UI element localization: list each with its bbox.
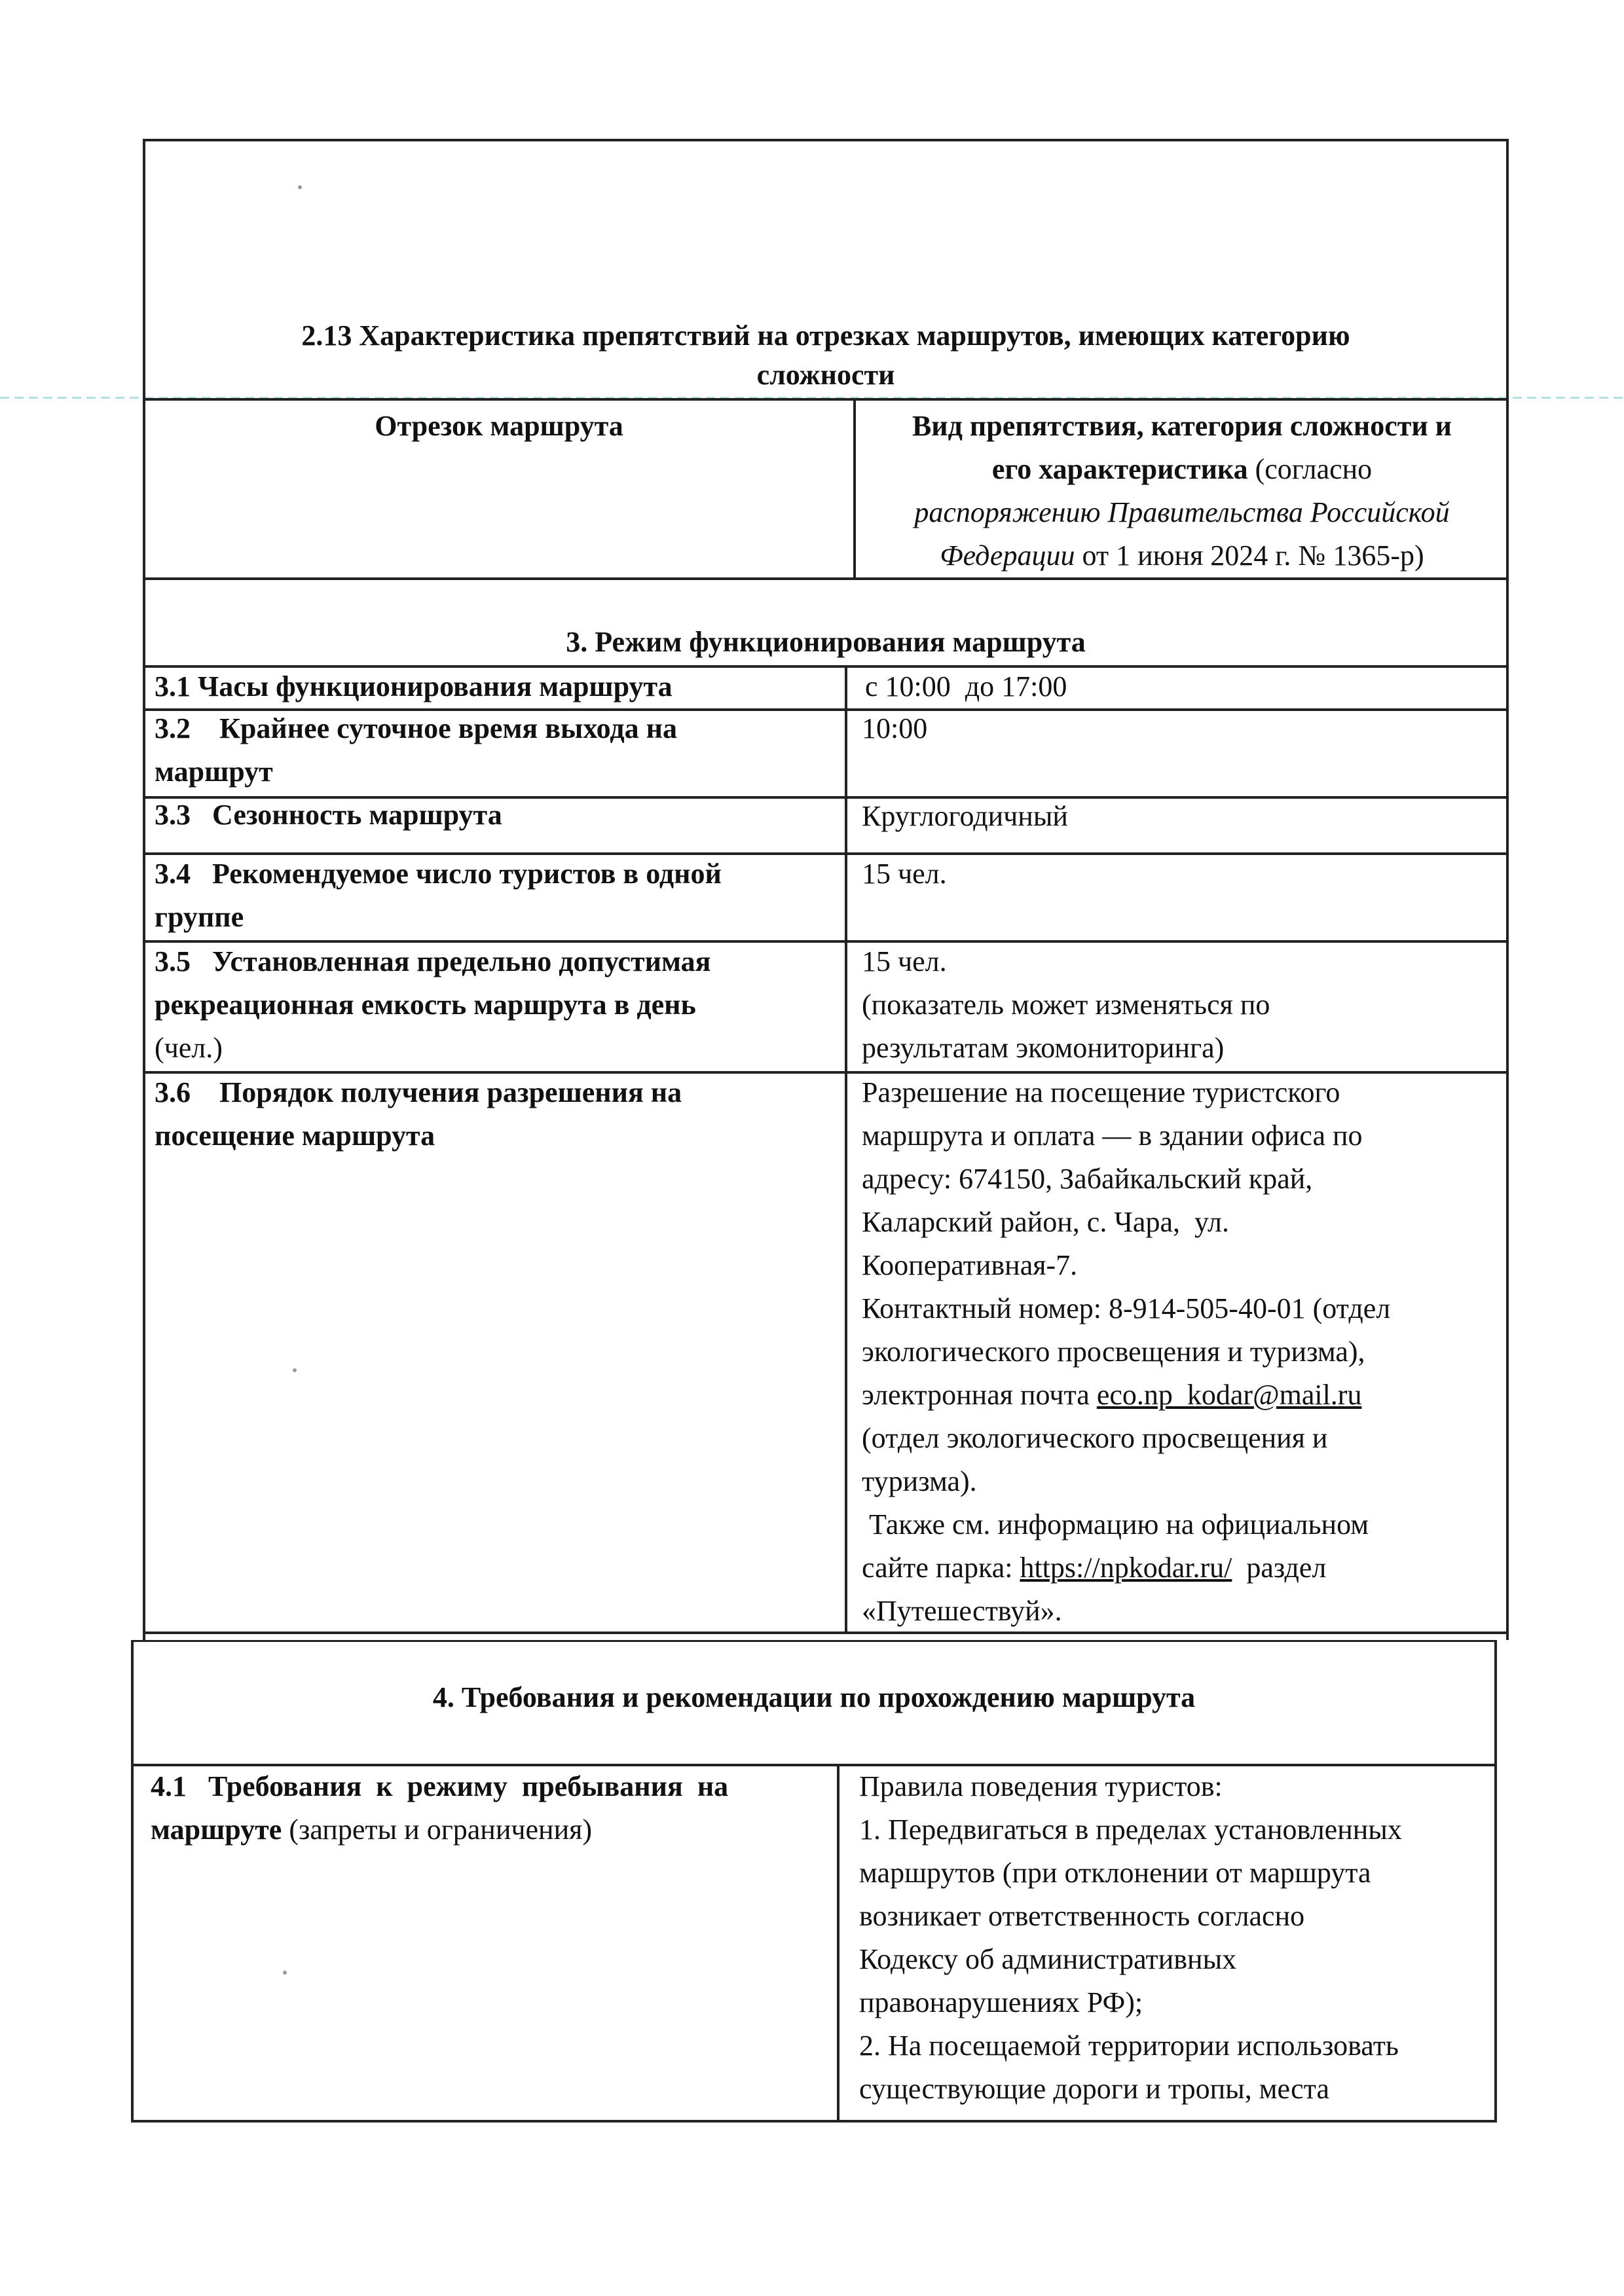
row-3-4-label	[155, 852, 836, 939]
label-line: 3.3 Сезонность маршрута	[155, 799, 502, 831]
value-line: результатам экомониторинга)	[862, 1032, 1225, 1064]
label-line: 3.2 Крайнее суточное время выхода на	[155, 712, 677, 744]
scan-speck	[298, 185, 302, 189]
table-right-border	[1506, 139, 1509, 1640]
value-line: 1. Передвигаться в пределах установленных	[859, 1813, 1402, 1846]
value-line: 10:00	[862, 712, 928, 744]
website-link[interactable]: https://npkodar.ru/	[1020, 1552, 1232, 1584]
value-line: экологического просвещения и туризма),	[862, 1336, 1365, 1368]
value-line: Разрешение на посещение туристского	[862, 1076, 1340, 1108]
value-line: «Путешествуй».	[862, 1595, 1062, 1627]
row-3-6-value	[862, 1071, 1504, 1633]
label-line: 3.6 Порядок получения разрешения на	[155, 1076, 682, 1108]
label-line: (запреты и ограничения)	[282, 1813, 593, 1846]
table-bottom-border	[131, 2120, 1497, 2123]
section-2-13-title	[145, 314, 1506, 397]
label-line: 3.5 Установленная предельно допустимая	[155, 945, 711, 977]
website-suffix: раздел	[1232, 1552, 1327, 1584]
row-divider	[143, 577, 1509, 580]
row-3-5-value	[862, 940, 1504, 1070]
row-4-1-label	[151, 1765, 825, 1851]
email-prefix: электронная почта	[862, 1379, 1097, 1411]
scan-speck	[283, 1971, 287, 1975]
column-header-line: от 1 июня 2024 г. № 1365-р)	[1075, 539, 1424, 572]
column-header-line: Вид препятствия, категория сложности и	[912, 410, 1452, 442]
section-title-line: сложности	[756, 359, 895, 391]
row-3-1-value	[858, 665, 1500, 708]
label-line: 3.1 Часы функционирования маршрута	[155, 670, 673, 702]
value-line: Каларский район, с. Чара, ул.	[862, 1206, 1229, 1238]
column-header-line: (согласно	[1247, 453, 1373, 485]
row-3-2-label	[155, 707, 836, 793]
value-line: существующие дороги и тропы, места	[859, 2073, 1330, 2105]
column-header-line: его характеристика	[991, 453, 1248, 485]
column-divider	[837, 1764, 840, 2121]
column-divider	[845, 665, 847, 1631]
column-divider	[853, 398, 856, 579]
value-line: с 10:00 до 17:00	[858, 670, 1067, 702]
row-divider	[131, 1640, 1497, 1642]
column-header-line: Федерации	[940, 539, 1075, 572]
label-line: 4.1 Требования к режиму пребывания на	[151, 1770, 729, 1802]
value-line: маршрута и оплата — в здании офиса по	[862, 1120, 1363, 1152]
section-title-line: 2.13 Характеристика препятствий на отрезках маршрутов, имеющих категорию	[301, 319, 1350, 352]
label-line: рекреационная емкость маршрута в день	[155, 989, 696, 1021]
section-3-heading	[145, 621, 1506, 664]
row-4-1-value	[859, 1765, 1493, 2111]
value-line: (показатель может изменяться по	[862, 989, 1270, 1021]
value-line: маршрутов (при отклонении от маршрута	[859, 1857, 1371, 1889]
value-line: правонарушениях РФ);	[859, 1986, 1143, 2018]
value-line: туризма).	[862, 1465, 977, 1497]
value-line: Кодексу об административных	[859, 1943, 1237, 1975]
email-line	[862, 1374, 1504, 1417]
value-line: (отдел экологического просвещения и	[862, 1422, 1328, 1454]
value-line: Также см. информацию на официальном	[862, 1508, 1369, 1540]
value-line: Круглогодичный	[862, 800, 1068, 832]
website-prefix: сайте парка:	[862, 1552, 1020, 1584]
value-line: Правила поведения туристов:	[859, 1770, 1223, 1802]
column-header-segment	[145, 405, 853, 448]
row-divider	[143, 398, 1509, 401]
value-line: адресу: 674150, Забайкальский край,	[862, 1163, 1313, 1195]
column-header-obstacle	[858, 405, 1506, 577]
row-3-5-label	[155, 940, 836, 1070]
column-header-line: распоряжению Правительства Российской	[914, 496, 1450, 528]
label-line: посещение маршрута	[155, 1120, 435, 1152]
column-header-label: Отрезок маршрута	[375, 410, 623, 442]
label-line: маршруте	[151, 1813, 282, 1846]
table-right-border	[1494, 1640, 1497, 2121]
label-line: маршрут	[155, 756, 273, 788]
value-line: Кооперативная-7.	[862, 1249, 1078, 1281]
email-link[interactable]: eco.np_kodar@mail.ru	[1096, 1379, 1362, 1411]
website-line	[862, 1546, 1504, 1590]
value-line: Контактный номер: 8-914-505-40-01 (отдел	[862, 1292, 1391, 1324]
label-line: 3.4 Рекомендуемое число туристов в одной	[155, 858, 722, 890]
row-3-4-value	[862, 852, 1504, 896]
value-line: возникает ответственность согласно	[859, 1900, 1305, 1932]
section-4-heading	[134, 1676, 1494, 1719]
section-heading-text: 3. Режим функционирования маршрута	[566, 626, 1086, 658]
section-heading-text: 4. Требования и рекомендации по прохождению маршрута	[432, 1681, 1196, 1713]
row-3-6-label	[155, 1071, 836, 1157]
row-3-1-label	[155, 665, 836, 708]
label-line: группе	[155, 901, 244, 933]
scan-speck	[293, 1368, 297, 1372]
label-line: (чел.)	[155, 1032, 223, 1064]
row-3-3-label	[155, 793, 836, 837]
value-line: 15 чел.	[862, 945, 947, 977]
value-line: 2. На посещаемой территории использовать	[859, 2030, 1399, 2062]
row-3-2-value	[862, 707, 1504, 750]
value-line: 15 чел.	[862, 858, 947, 890]
row-3-3-value	[862, 795, 1504, 838]
table-top-border	[143, 139, 1509, 141]
row-divider	[143, 1631, 1509, 1634]
